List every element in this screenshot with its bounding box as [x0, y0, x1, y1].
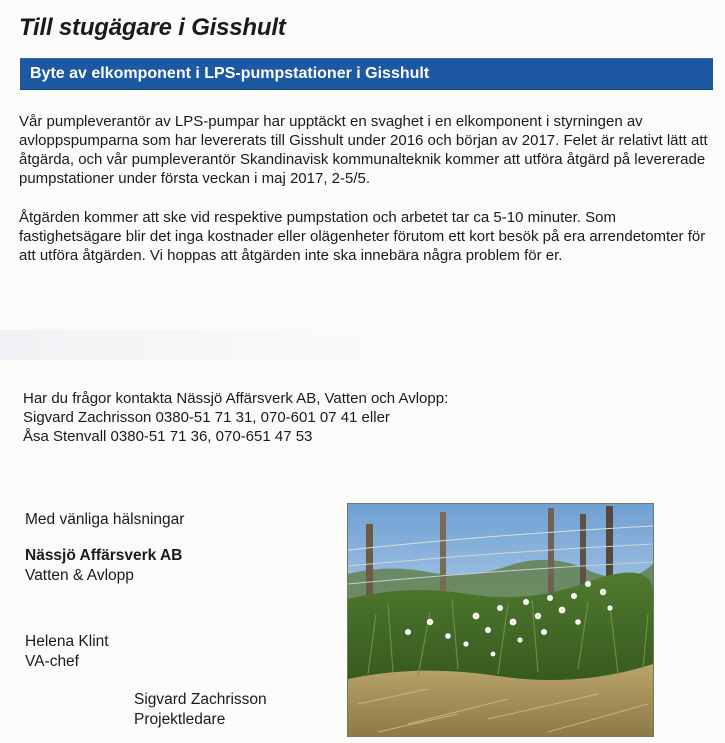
sender-organization — [25, 546, 182, 586]
signatory-1-title: VA-chef — [25, 653, 79, 670]
page-title: Till stugägare i Gisshult — [19, 14, 286, 41]
contact-block — [23, 389, 583, 446]
signatory-2 — [134, 690, 267, 730]
signatory-2-title: Projektledare — [134, 711, 226, 728]
meadow-photo — [347, 503, 654, 737]
subject-banner — [20, 58, 713, 90]
greeting: Med vänliga hälsningar — [25, 511, 185, 528]
contact-intro: Har du frågor kontakta Nässjö Affärsverk AB, Vatten och Avlopp: — [23, 390, 449, 407]
signatory-1-name: Helena Klint — [25, 633, 109, 650]
signatory-2-name: Sigvard Zachrisson — [134, 691, 267, 708]
contact-line-1: Sigvard Zachrisson 0380-51 71 31, 070-601 07 41 eller — [23, 409, 390, 426]
body-paragraph-1: Vår pumpleverantör av LPS-pumpar har upptäckt en svaghet i en elkomponent i styrningen av avloppspumparna som har levererats till Gisshult under 2016 och början av 2017. Felet är relativt lätt att åtgärda, och vår pumpleverantör Skandinavisk kommunalteknik kommer att utföra åtgärd på levererade pumpstationer under första veckan i maj 2017, 2-5/5. — [19, 113, 708, 187]
department-name: Vatten & Avlopp — [25, 567, 134, 584]
subject-banner-text: Byte av elkomponent i LPS-pumpstationer i Gisshult — [30, 65, 430, 82]
contact-line-2: Åsa Stenvall 0380-51 71 36, 070-651 47 53 — [23, 428, 313, 445]
scan-smudge — [0, 330, 380, 360]
company-name: Nässjö Affärsverk AB — [25, 547, 183, 564]
body-paragraph-2: Åtgärden kommer att ske vid respektive pumpstation och arbetet tar ca 5-10 minuter. Som fastighetsägare blir det inga kostnader eller olägenheter förutom ett kort besök på era arrendetomter för att utföra åtgärden. Vi hoppas att åtgärden inte ska innebära några problem för er. — [19, 209, 706, 264]
signatory-1 — [25, 632, 109, 672]
